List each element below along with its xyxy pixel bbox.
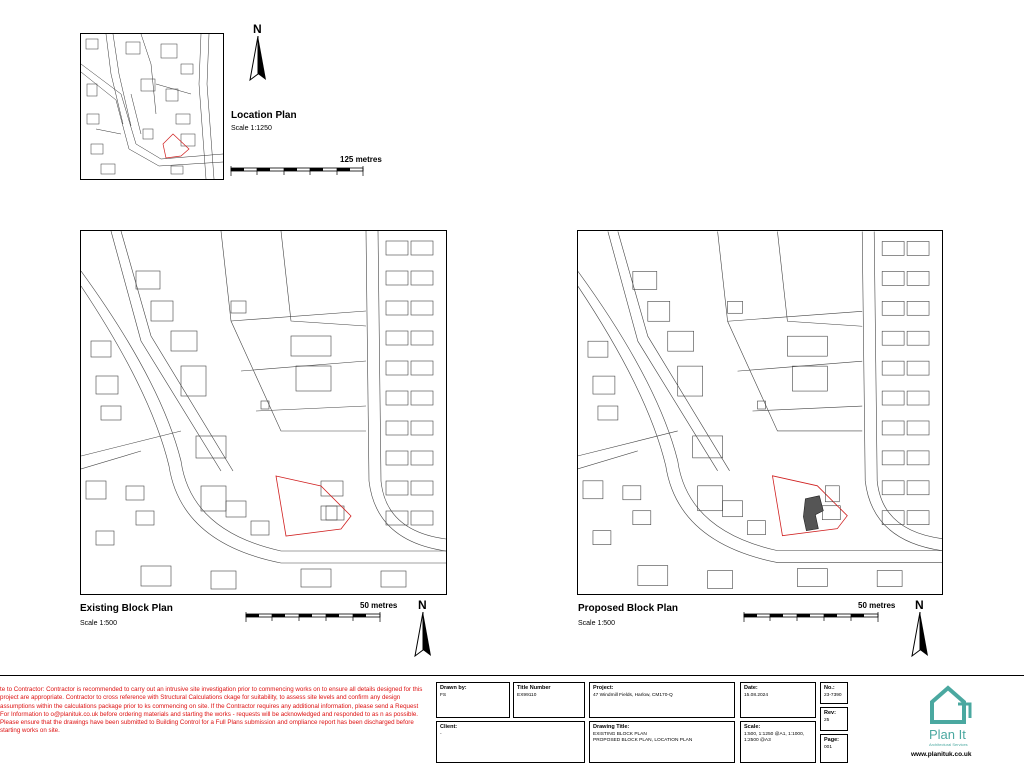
drawn-by-label: Drawn by: bbox=[440, 685, 467, 691]
project-label: Project: bbox=[593, 685, 614, 691]
client-cell bbox=[436, 721, 585, 763]
rev-value: 25 bbox=[824, 718, 830, 723]
date-cell bbox=[740, 682, 816, 718]
north-arrow-icon bbox=[248, 36, 268, 82]
client-value: - bbox=[440, 732, 442, 737]
north-label-existing: N bbox=[418, 598, 427, 612]
existing-block-plan-title: Existing Block Plan bbox=[80, 603, 173, 614]
location-plan-title: Location Plan bbox=[231, 110, 297, 121]
house-logo-icon bbox=[928, 684, 974, 726]
client-label: Client: bbox=[440, 724, 458, 730]
existing-block-plan-scale: Scale 1:500 bbox=[80, 620, 117, 627]
number-cell bbox=[820, 682, 848, 704]
website: www.planituk.co.uk bbox=[911, 751, 972, 758]
north-arrow-icon bbox=[910, 612, 930, 658]
drawn-by-cell bbox=[436, 682, 510, 718]
contractor-note: te to Contractor: Contractor is recommended to carry out an intrusive site investigation prior to commencing works on to ensure all details designed for this project are appropriate. Contractor to cross reference with Structural Calculations ckage for suitability, to assess site levels and confirm any design assumptions within the calculations package prior to ks commencing on site. If the Contractor requires any additional information, please send a Request For Information to o@planituk.co.uk before ordering materials and starting the works - requests will be acknowledged and responded to as n as possible. Please ensure that the drawings have been submitted to Building Control for a Full Plans submission and ompliance report has been discharged before starting works on site. bbox=[0, 686, 423, 735]
existing-scale-bar-label: 50 metres bbox=[360, 601, 398, 610]
date-label: Date: bbox=[744, 685, 758, 691]
project-cell bbox=[589, 682, 735, 718]
page-label: Page: bbox=[824, 737, 839, 743]
project-value: 47 Windmill Fields, Harlow, CM170-Q bbox=[593, 693, 673, 698]
rev-cell bbox=[820, 707, 848, 731]
scale-label: Scale: bbox=[744, 724, 761, 730]
proposed-block-plan-title: Proposed Block Plan bbox=[578, 603, 679, 614]
location-plan-map bbox=[80, 33, 224, 180]
existing-scale-bar bbox=[245, 610, 383, 626]
scale-line1: 1:500, 1:1250 @A1, 1:1000, bbox=[744, 732, 805, 737]
title-number-label: Title Number bbox=[517, 685, 551, 691]
scale-line2: 1:2500 @A3 bbox=[744, 738, 771, 743]
location-plan-scale: Scale 1:1250 bbox=[231, 125, 272, 132]
date-value: 15.08.2024 bbox=[744, 693, 769, 698]
location-scale-bar-label: 125 metres bbox=[340, 155, 382, 164]
drawing-title-line2: PROPOSED BLOCK PLAN, LOCATION PLAN bbox=[593, 738, 693, 743]
rev-label: Rev: bbox=[824, 710, 836, 716]
page-value: 001 bbox=[824, 745, 833, 750]
drawing-title-line1: EXISTING BLOCK PLAN bbox=[593, 732, 647, 737]
company-logo bbox=[855, 680, 1015, 766]
number-label: No.: bbox=[824, 685, 835, 691]
north-arrow-icon bbox=[413, 612, 433, 658]
proposed-scale-bar-label: 50 metres bbox=[858, 601, 896, 610]
drawing-title-label: Drawing Title: bbox=[593, 724, 630, 730]
location-scale-bar bbox=[230, 164, 365, 180]
page-cell bbox=[820, 734, 848, 763]
proposed-block-plan-map bbox=[577, 230, 943, 595]
north-label-proposed: N bbox=[915, 598, 924, 612]
drawing-title-cell bbox=[589, 721, 735, 763]
number-value: 23-7390 bbox=[824, 693, 842, 698]
proposed-scale-bar bbox=[743, 610, 881, 626]
drawn-by-value: FS bbox=[440, 693, 447, 698]
scale-cell bbox=[740, 721, 816, 763]
existing-block-plan-map bbox=[80, 230, 447, 595]
title-number-value: EX99110 bbox=[517, 693, 537, 698]
logo-subtext: Architectural Services bbox=[929, 742, 968, 747]
north-label-location: N bbox=[253, 22, 262, 36]
proposed-block-plan-scale: Scale 1:500 bbox=[578, 620, 615, 627]
title-number-cell bbox=[513, 682, 585, 718]
logo-text: Plan It bbox=[929, 727, 966, 742]
